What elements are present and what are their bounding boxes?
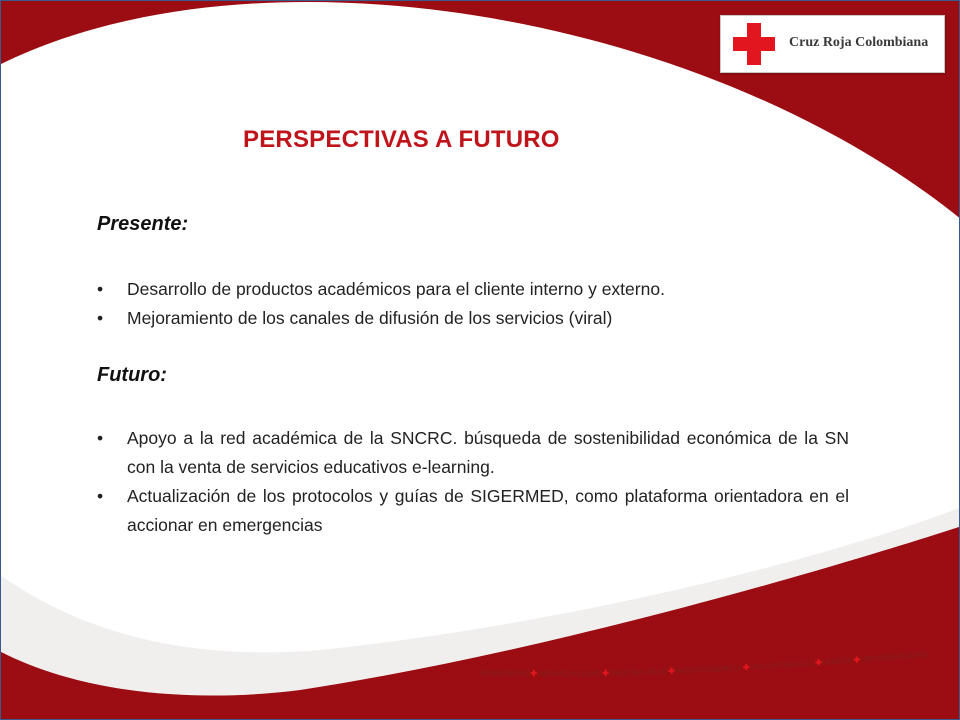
cross-separator-icon: ✚ <box>602 668 610 678</box>
logo-text: Cruz Roja Colombiana <box>789 35 929 50</box>
cross-separator-icon: ✚ <box>530 669 538 679</box>
list-item-text: Desarrollo de productos académicos para el cliente interno y externo. <box>127 279 665 299</box>
futuro-list <box>97 424 849 540</box>
list-item-text: Apoyo a la red académica de la SNCRC. búsqueda de sostenibilidad económica de la SN con la venta de servicios educativos e-learning. <box>127 428 849 477</box>
cross-separator-icon: ✚ <box>667 666 676 676</box>
principle-word: INDEPENDENCIA <box>674 663 744 676</box>
principle-word: UNIVERSALIDAD <box>860 649 928 665</box>
presente-list <box>97 275 849 333</box>
list-item <box>97 424 849 482</box>
principle-word: HUMANIDAD <box>479 668 531 679</box>
cross-separator-icon: ✚ <box>742 662 750 673</box>
list-item <box>97 275 849 304</box>
list-item-text: Actualización de los protocolos y guías de SIGERMED, como plataforma orientadora en el accionar en emergencias <box>127 486 849 535</box>
principle-word: IMPARCIALIDAD <box>537 668 603 679</box>
principles-text <box>480 650 928 678</box>
bullet: • <box>97 428 104 448</box>
list-item-text: Mejoramiento de los canales de difusión de los servicios (viral) <box>127 308 613 328</box>
futuro-heading: Futuro: <box>97 364 167 386</box>
bullet: • <box>97 279 104 299</box>
bullet: • <box>97 308 104 328</box>
bullet: • <box>97 486 104 506</box>
principle-word: NEUTRALIDAD <box>608 666 669 678</box>
list-item <box>97 304 849 333</box>
red-cross-icon <box>733 23 775 65</box>
page-title: PERSPECTIVAS A FUTURO <box>243 126 560 153</box>
cross-separator-icon: ✚ <box>814 658 823 668</box>
list-item <box>97 482 849 540</box>
cross-separator-icon: ✚ <box>853 655 861 665</box>
principles-band <box>470 630 960 690</box>
presente-heading: Presente: <box>97 213 189 235</box>
logo-panel <box>720 15 945 73</box>
principle-word: UNIDAD <box>821 655 854 668</box>
principle-word: VOLUNTARIADO <box>749 658 816 672</box>
